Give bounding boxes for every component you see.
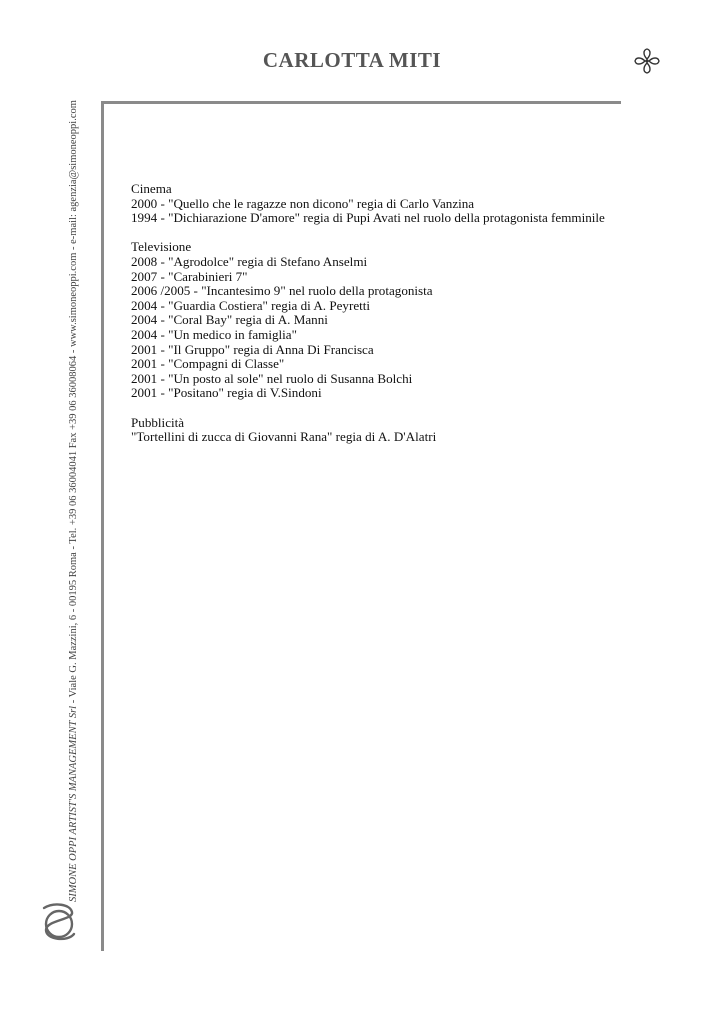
so-monogram-logo bbox=[38, 900, 80, 946]
section-heading: Pubblicità bbox=[131, 414, 185, 430]
section-heading: Televisione bbox=[131, 239, 192, 255]
section-televisione bbox=[131, 240, 691, 401]
section-cinema bbox=[131, 182, 691, 226]
credit-item: 2001 - "Compagni di Classe" bbox=[131, 356, 285, 372]
credit-item: 2004 - "Coral Bay" regia di A. Manni bbox=[131, 312, 328, 328]
credit-item: 2001 - "Il Gruppo" regia di Anna Di Francisca bbox=[131, 341, 374, 357]
separator: - bbox=[68, 697, 79, 704]
section-heading: Cinema bbox=[131, 181, 172, 196]
credit-item: 2001 - "Un posto al sole" nel ruolo di Susanna Bolchi bbox=[131, 370, 413, 386]
credit-item: 2007 - "Carabinieri 7" bbox=[131, 268, 248, 284]
agency-sidebar-text bbox=[68, 100, 79, 902]
filmography bbox=[131, 182, 691, 459]
agency-name: SIMONE OPPI ARTIST'S MANAGEMENT Srl bbox=[68, 705, 79, 902]
agency-contact: Viale G. Mazzini, 6 - 00195 Roma - Tel. +39 06 36004041 Fax +39 06 36008064 - www.simoneoppi.com - e-mail: agenzia@simoneoppi.com bbox=[68, 100, 79, 698]
credit-item: 2006 /2005 - "Incantesimo 9" nel ruolo della protagonista bbox=[131, 283, 433, 299]
section-pubblicita bbox=[131, 416, 691, 445]
left-divider bbox=[101, 101, 104, 951]
credit-item: 2001 - "Positano" regia di V.Sindoni bbox=[131, 385, 322, 401]
credit-item: 2004 - "Un medico in famiglia" bbox=[131, 326, 297, 342]
top-divider bbox=[101, 101, 621, 104]
quatrefoil-ornament-icon bbox=[632, 46, 662, 76]
page-title: CARLOTTA MITI bbox=[262, 48, 442, 72]
credit-item: 1994 - "Dichiarazione D'amore" regia di Pupi Avati nel ruolo della protagonista femminile bbox=[131, 210, 605, 226]
credit-item: 2004 - "Guardia Costiera" regia di A. Peyretti bbox=[131, 297, 371, 313]
credit-item: "Tortellini di zucca di Giovanni Rana" regia di A. D'Alatri bbox=[131, 429, 437, 445]
credit-item: 2000 - "Quello che le ragazze non dicono" regia di Carlo Vanzina bbox=[131, 195, 475, 211]
credit-item: 2008 - "Agrodolce" regia di Stefano Anselmi bbox=[131, 253, 368, 269]
